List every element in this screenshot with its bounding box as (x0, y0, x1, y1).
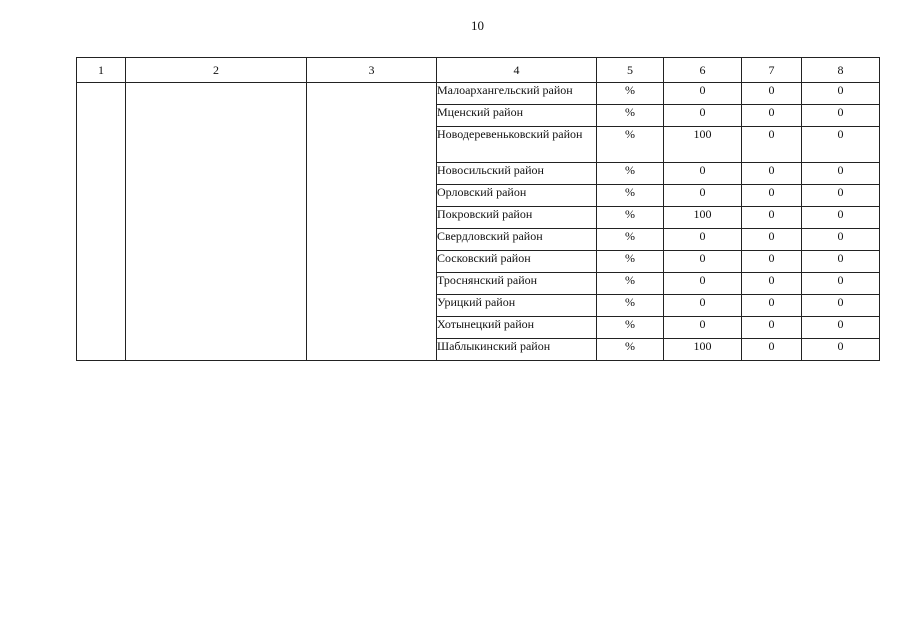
merged-cell-col-2 (126, 83, 307, 361)
value-col-7: 0 (742, 105, 802, 127)
unit-cell: % (597, 105, 664, 127)
value-col-6: 0 (664, 251, 742, 273)
value-col-6: 0 (664, 229, 742, 251)
header-col-4: 4 (437, 58, 597, 83)
value-col-8: 0 (802, 105, 880, 127)
value-col-7: 0 (742, 163, 802, 185)
table-row (77, 83, 880, 105)
district-name: Покровский район (437, 207, 597, 229)
header-row (77, 58, 880, 83)
unit-cell: % (597, 185, 664, 207)
district-name: Сосковский район (437, 251, 597, 273)
value-col-6: 0 (664, 317, 742, 339)
unit-cell: % (597, 273, 664, 295)
value-col-6: 0 (664, 105, 742, 127)
value-col-8: 0 (802, 185, 880, 207)
value-col-8: 0 (802, 127, 880, 163)
unit-cell: % (597, 339, 664, 361)
data-table (76, 57, 880, 361)
district-name: Мценский район (437, 105, 597, 127)
merged-cell-col-3 (307, 83, 437, 361)
district-name: Орловский район (437, 185, 597, 207)
value-col-6: 0 (664, 163, 742, 185)
value-col-6: 0 (664, 185, 742, 207)
value-col-7: 0 (742, 295, 802, 317)
district-name: Троснянский район (437, 273, 597, 295)
value-col-8: 0 (802, 229, 880, 251)
value-col-6: 0 (664, 83, 742, 105)
district-name: Шаблыкинский район (437, 339, 597, 361)
value-col-7: 0 (742, 251, 802, 273)
unit-cell: % (597, 251, 664, 273)
header-col-3: 3 (307, 58, 437, 83)
district-name: Новодеревеньковский район (437, 127, 597, 163)
value-col-8: 0 (802, 295, 880, 317)
value-col-7: 0 (742, 83, 802, 105)
header-col-5: 5 (597, 58, 664, 83)
unit-cell: % (597, 229, 664, 251)
district-name: Урицкий район (437, 295, 597, 317)
value-col-7: 0 (742, 317, 802, 339)
district-name: Свердловский район (437, 229, 597, 251)
value-col-6: 100 (664, 339, 742, 361)
header-col-7: 7 (742, 58, 802, 83)
district-name: Новосильский район (437, 163, 597, 185)
value-col-8: 0 (802, 339, 880, 361)
unit-cell: % (597, 317, 664, 339)
header-col-8: 8 (802, 58, 880, 83)
value-col-6: 100 (664, 207, 742, 229)
value-col-7: 0 (742, 185, 802, 207)
value-col-6: 0 (664, 273, 742, 295)
unit-cell: % (597, 207, 664, 229)
unit-cell: % (597, 163, 664, 185)
value-col-8: 0 (802, 317, 880, 339)
value-col-8: 0 (802, 83, 880, 105)
value-col-8: 0 (802, 273, 880, 295)
value-col-6: 100 (664, 127, 742, 163)
header-col-2: 2 (126, 58, 307, 83)
merged-cell-col-1 (77, 83, 126, 361)
value-col-7: 0 (742, 127, 802, 163)
value-col-8: 0 (802, 251, 880, 273)
value-col-6: 0 (664, 295, 742, 317)
unit-cell: % (597, 83, 664, 105)
district-name: Хотынецкий район (437, 317, 597, 339)
value-col-8: 0 (802, 207, 880, 229)
header-col-1: 1 (77, 58, 126, 83)
unit-cell: % (597, 295, 664, 317)
district-name: Малоархангельский район (437, 83, 597, 105)
unit-cell: % (597, 127, 664, 163)
value-col-7: 0 (742, 207, 802, 229)
header-col-6: 6 (664, 58, 742, 83)
value-col-7: 0 (742, 339, 802, 361)
value-col-7: 0 (742, 229, 802, 251)
value-col-7: 0 (742, 273, 802, 295)
value-col-8: 0 (802, 163, 880, 185)
page-number: 10 (471, 18, 484, 33)
